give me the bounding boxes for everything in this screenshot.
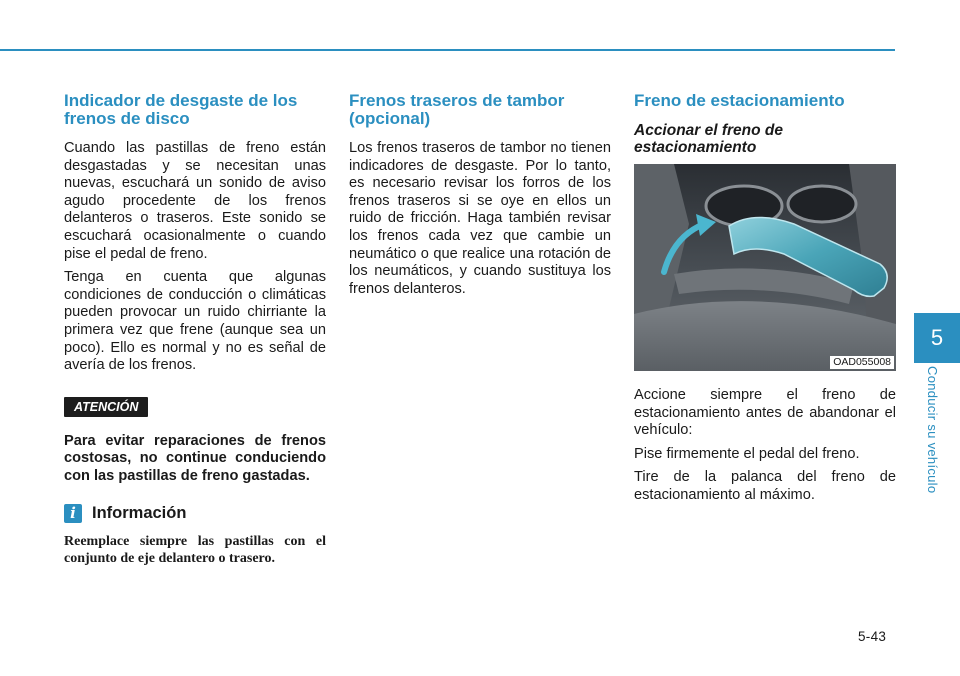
paragraph: Los frenos traseros de tambor no tienen indicadores de desgaste. Por lo tanto, es necesario revisar los forros de los frenos traseros si se oye en ellos un ruido de fricción. Haga también revisar los frenos cada vez que cambie un neumático o que realice una rotación de los neumáticos, y cuando sustituya los frenos delanteros. bbox=[349, 140, 611, 297]
heading-parking-brake: Freno de estacionamiento bbox=[634, 91, 845, 110]
caution-text: Para evitar reparaciones de frenos costosas, no continue conduciendo con las pastillas de freno gastadas. bbox=[64, 432, 326, 484]
parking-brake-photo bbox=[634, 164, 896, 371]
heading-disc-brake-wear: Indicador de desgaste de los frenos de disco bbox=[64, 91, 298, 128]
figure-code: OAD055008 bbox=[830, 356, 894, 369]
info-text: Reemplace siempre las pastillas con el conjunto de eje delantero o trasero. bbox=[64, 533, 326, 566]
chapter-title: Conducir su vehículo bbox=[925, 366, 940, 494]
info-header bbox=[64, 504, 326, 523]
info-icon: i bbox=[64, 504, 82, 523]
caution-label: ATENCIÓN bbox=[64, 397, 148, 417]
column-disc-brake-wear bbox=[64, 92, 326, 567]
heading-rear-drum-brakes: Frenos traseros de tambor (opcional) bbox=[349, 91, 565, 128]
column-rear-drum-brakes bbox=[349, 92, 611, 304]
paragraph: Tire de la palanca del freno de estacionamiento al máximo. bbox=[634, 469, 896, 503]
column-parking-brake bbox=[634, 92, 896, 511]
page-number: 5-43 bbox=[858, 629, 887, 644]
info-title: Información bbox=[92, 503, 187, 522]
paragraph: Accione siempre el freno de estacionamiento antes de abandonar el vehículo: bbox=[634, 387, 896, 439]
top-rule bbox=[0, 49, 895, 51]
subheading-apply-parking-brake: Accionar el freno de estacionamiento bbox=[634, 122, 784, 156]
chapter-tab: 5 bbox=[914, 313, 960, 363]
paragraph: Pise firmemente el pedal del freno. bbox=[634, 445, 860, 462]
paragraph: Tenga en cuenta que algunas condiciones de conducción o climáticas pueden provocar un ruido chirriante la primera vez que frene (aunque sea un poco). Ello es normal y no es señal de avería de los frenos. bbox=[64, 269, 326, 374]
parking-brake-illustration bbox=[634, 164, 896, 371]
paragraph: Cuando las pastillas de freno están desgastadas y se necesitan unas nuevas, escuchará un sonido de aviso agudo procedente de los frenos delanteros o traseros. Este sonido se escuchará ocasionalmente o cuando pise el pedal de freno. bbox=[64, 140, 326, 262]
